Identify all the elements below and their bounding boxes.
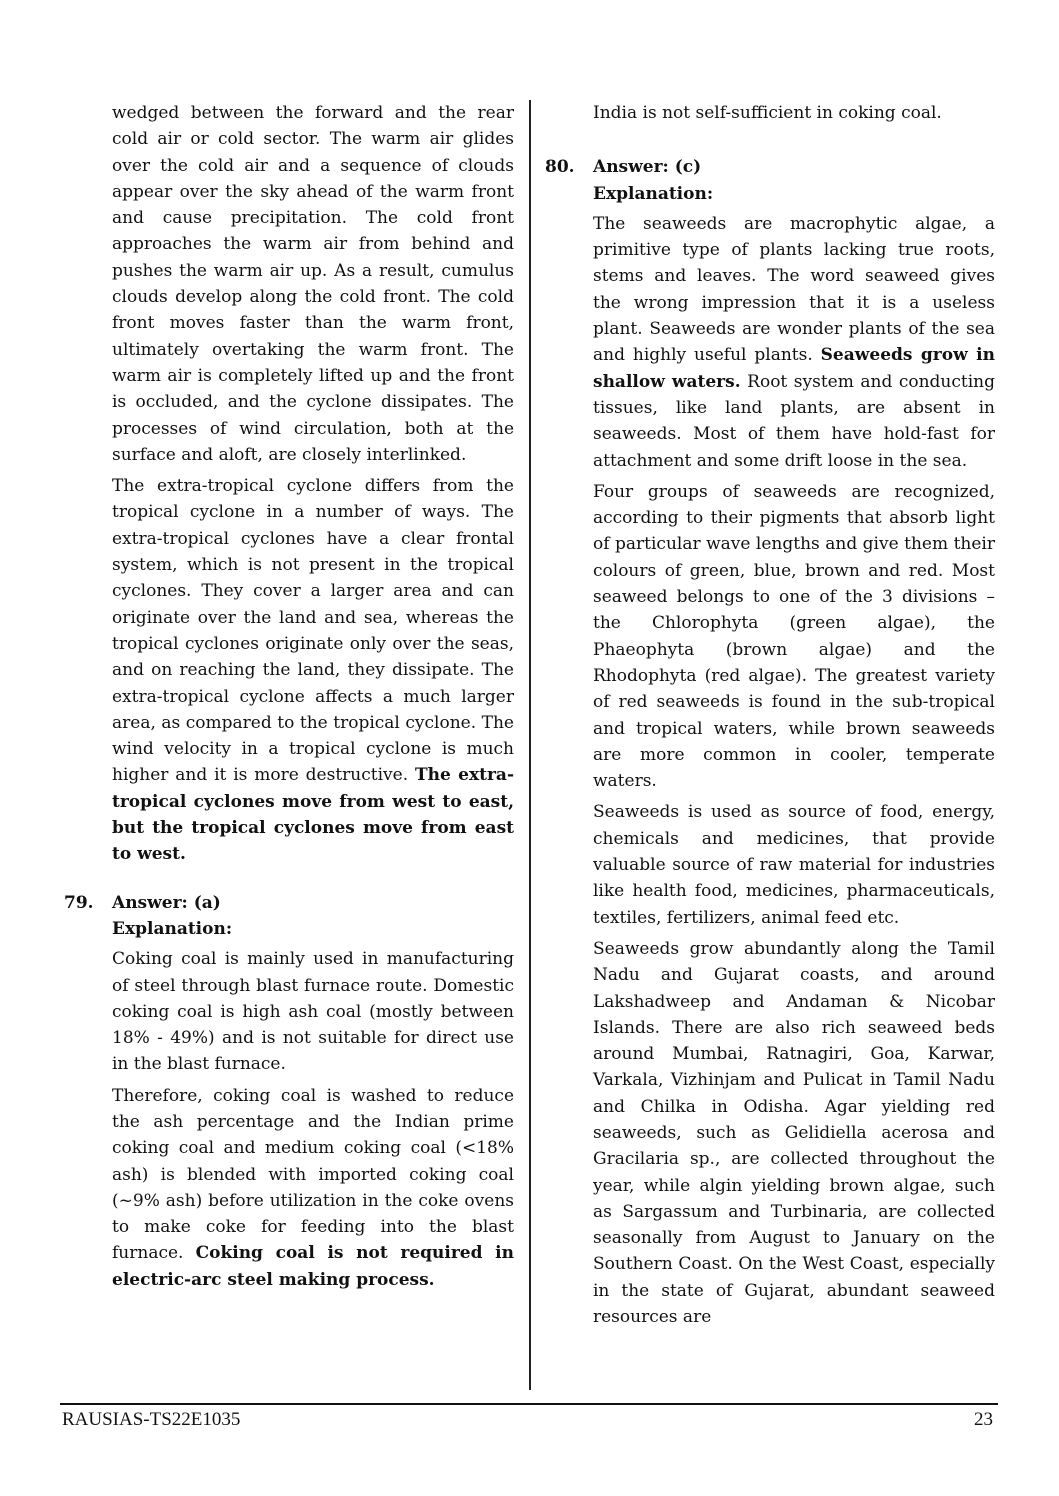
answer-label: Answer: (a)	[112, 892, 221, 913]
bold-text: The extra-tropical cyclones move from west to east, but the tropical cyclones move from east to west.	[112, 765, 515, 865]
paragraph-text: Therefore, coking coal is washed to reduce the ash percentage and the Indian prime coking coal and medium coking coal (<18% ash) is blended with imported coking coal (~9% ash) before utilization in the coke ovens to make coke for feeding into the blast furnace.	[112, 1085, 514, 1264]
explanation-label: Explanation:	[593, 183, 714, 204]
paragraph	[112, 473, 514, 867]
right-column	[545, 100, 995, 1335]
footer-rule	[60, 1403, 998, 1405]
left-column	[64, 100, 515, 1298]
page-number: 23	[974, 1409, 993, 1430]
paragraph: India is not self-sufficient in coking coal.	[593, 103, 942, 123]
question-number: 79.	[64, 892, 94, 913]
paragraph-text: Root system and conducting tissues, like land plants, are absent in seaweeds. Most of them have hold-fast for attachment and some drift loose in the sea.	[593, 371, 995, 471]
question-number: 80.	[545, 157, 575, 178]
question-79-header	[64, 890, 514, 916]
question-80-header	[545, 154, 995, 180]
column-separator	[529, 100, 531, 1390]
answer-label: Answer: (c)	[593, 157, 702, 178]
paragraph: Four groups of seaweeds are recognized, according to their pigments that absorb light of particular wave lengths and give them their colours of green, blue, brown and red. Most seaweed belongs to one of the 3 divisions – the Chlorophyta (green algae), the Phaeophyta (brown algae) and the Rhodophyta (red algae). The greatest variety of red seaweeds is found in the sub-tropical and tropical waters, while brown seaweeds are more common in cooler, temperate waters.	[593, 481, 995, 792]
document-code: RAUSIAS-TS22E1035	[62, 1409, 241, 1430]
paragraph	[593, 211, 995, 474]
explanation-label: Explanation:	[112, 918, 233, 939]
bold-text: Seaweeds grow in shallow waters.	[593, 345, 995, 392]
paragraph: Seaweeds is used as source of food, energy, chemicals and medicines, that provide valuable source of raw material for industries like health food, medicines, pharmaceuticals, textiles, fertilizers, animal feed etc.	[593, 802, 995, 928]
paragraph-text: The extra-tropical cyclone differs from the tropical cyclone in a number of ways. The extra-tropical cyclones have a clear frontal system, which is not present in the tropical cyclones. They cover a larger area and can originate over the land and sea, whereas the tropical cyclones originate only over the seas, and on reaching the land, they dissipate. The extra-tropical cyclone affects a much larger area, as compared to the tropical cyclone. The wind velocity in a tropical cyclone is much higher and it is more destructive.	[112, 476, 514, 786]
paragraph: wedged between the forward and the rear cold air or cold sector. The warm air glides over the cold air and a sequence of clouds appear over the sky ahead of the warm front and cause precipitation. The cold front approaches the warm air from behind and pushes the warm air up. As a result, cumulus clouds develop along the cold front. The cold front moves faster than the warm front, ultimately overtaking the warm front. The warm air is completely lifted up and the front is occluded, and the cyclone dissipates. The processes of wind circulation, both at the surface and aloft, are closely interlinked.	[112, 103, 514, 465]
paragraph	[112, 1083, 514, 1293]
paragraph-text: The seaweeds are macrophytic algae, a primitive type of plants lacking true roots, stems and leaves. The word seaweed gives the wrong impression that it is a useless plant. Seaweeds are wonder plants of the sea and highly useful plants.	[593, 213, 995, 366]
paragraph: Coking coal is mainly used in manufacturing of steel through blast furnace route. Domestic coking coal is high ash coal (mostly between 18% - 49%) and is not suitable for direct use in the blast furnace.	[112, 949, 514, 1075]
bold-text: Coking coal is not required in electric-arc steel making process.	[112, 1243, 514, 1290]
paragraph: Seaweeds grow abundantly along the Tamil Nadu and Gujarat coasts, and around Lakshadweep and Andaman & Nicobar Islands. There are also rich seaweed beds around Mumbai, Ratnagiri, Goa, Karwar, Varkala, Vizhinjam and Pulicat in Tamil Nadu and Chilka in Odisha. Agar yielding red seaweeds, such as Gelidiella acerosa and Gracilaria sp., are collected throughout the year, while algin yielding brown algae, such as Sargassum and Turbinaria, are collected seasonally from August to January on the Southern Coast. On the West Coast, especially in the state of Gujarat, abundant seaweed resources are	[593, 938, 995, 1328]
